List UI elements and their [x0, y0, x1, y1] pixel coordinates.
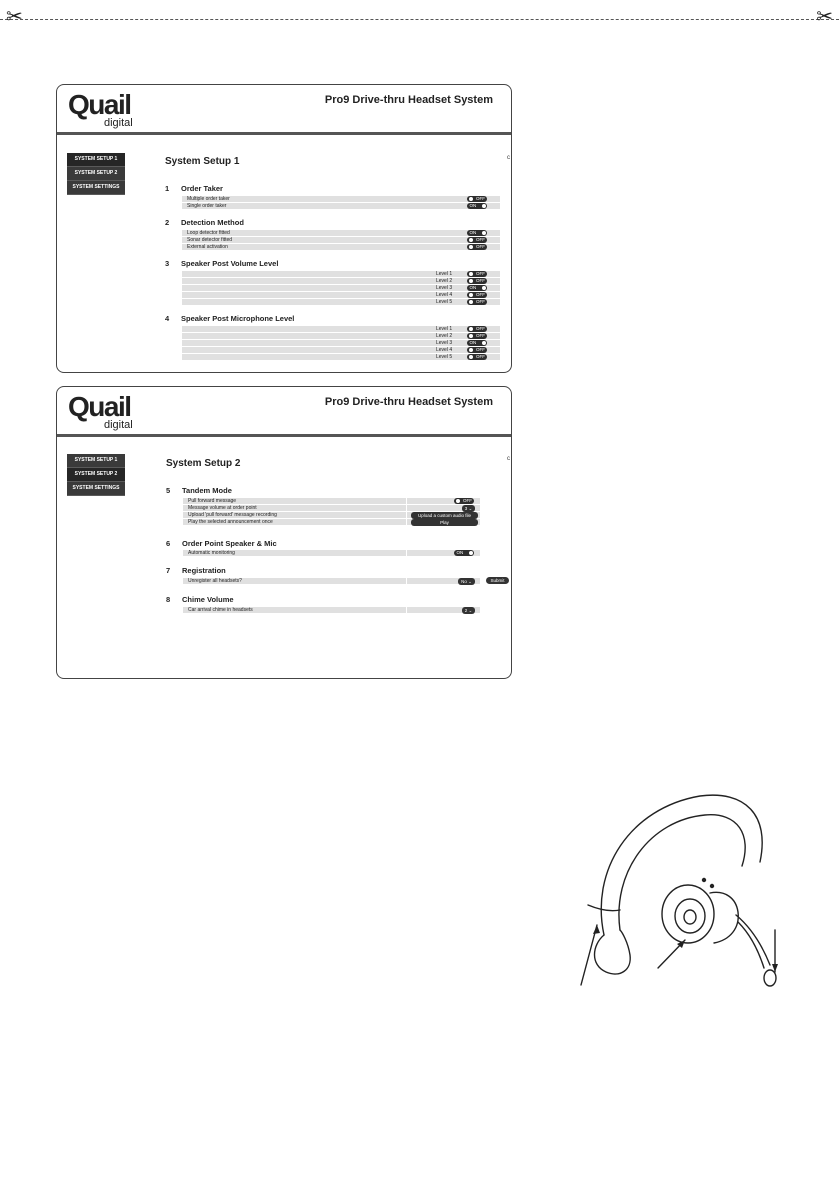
toggle-switch[interactable]: ON — [467, 285, 487, 291]
chime-select[interactable]: 2 ⌄ — [462, 607, 475, 614]
setting-row: Level 3 ON — [182, 285, 500, 291]
toggle-switch[interactable]: OFF — [467, 333, 487, 339]
speaker-housing — [662, 885, 714, 943]
setting-row: Level 2 OFF — [182, 333, 500, 339]
toggle-switch[interactable]: OFF — [467, 354, 487, 360]
section-tandem-mode: 5 Tandem Mode — [166, 486, 232, 495]
toggle-switch[interactable]: ON — [454, 550, 474, 556]
nav-system-setup-1[interactable]: SYSTEM SETUP 1 — [67, 153, 125, 167]
nav-system-setup-2[interactable]: SYSTEM SETUP 2 — [67, 468, 125, 482]
scissors-icon: ✂ — [816, 4, 833, 28]
toggle-switch[interactable]: ON — [467, 340, 487, 346]
section-registration: 7 Registration — [166, 566, 226, 575]
section-speaker-volume: 3 Speaker Post Volume Level — [165, 259, 279, 268]
nav-system-setup-2[interactable]: SYSTEM SETUP 2 — [67, 167, 125, 181]
toggle-switch[interactable]: OFF — [467, 237, 487, 243]
page-title: System Setup 2 — [166, 458, 241, 469]
mic-tip — [764, 970, 776, 986]
setting-row: Level 1 OFF — [182, 326, 500, 332]
setting-row: Sonar detector fitted OFF — [182, 237, 500, 243]
volume-select[interactable]: 3 ⌄ — [462, 505, 475, 512]
unregister-select[interactable]: No ⌄ — [458, 578, 475, 585]
logo-wordmark: Quail — [68, 89, 131, 120]
play-button[interactable]: Play — [411, 519, 478, 526]
toggle-switch[interactable]: OFF — [467, 271, 487, 277]
logo-wordmark: Quail — [68, 391, 131, 422]
logo-subtext: digital — [104, 117, 133, 129]
toggle-switch[interactable]: OFF — [467, 278, 487, 284]
edge-mark: c — [507, 155, 510, 161]
setting-row: Play the selected announcement once Play — [183, 519, 480, 525]
logo-subtext: digital — [104, 419, 133, 431]
setting-row: Loop detector fitted ON — [182, 230, 500, 236]
setting-row: Car arrival chime in headsets 2 ⌄ — [183, 607, 480, 613]
toggle-switch[interactable]: OFF — [467, 299, 487, 305]
submit-button[interactable]: Submit — [486, 577, 509, 584]
toggle-switch[interactable]: ON — [467, 203, 487, 209]
edge-mark: c — [507, 456, 510, 462]
toggle-switch[interactable]: OFF — [467, 347, 487, 353]
section-order-point: 6 Order Point Speaker & Mic — [166, 539, 277, 548]
setting-row: Level 2 OFF — [182, 278, 500, 284]
section-detection-method: 2 Detection Method — [165, 218, 244, 227]
nav-system-setup-1[interactable]: SYSTEM SETUP 1 — [67, 454, 125, 468]
setting-row: Unregister all headsets? No ⌄ — [183, 578, 480, 584]
toggle-switch[interactable]: ON — [467, 230, 487, 236]
toggle-switch[interactable]: OFF — [467, 326, 487, 332]
setting-row: Multiple order taker OFF — [182, 196, 500, 202]
section-chime-volume: 8 Chime Volume — [166, 595, 234, 604]
setting-row: Level 5 OFF — [182, 354, 500, 360]
nav-system-settings[interactable]: SYSTEM SETTINGS — [67, 181, 125, 195]
setting-row: Single order taker ON — [182, 203, 500, 209]
header-title: Pro9 Drive-thru Headset System — [324, 396, 493, 408]
scissors-icon: ✂ — [6, 4, 23, 28]
section-order-taker: 1 Order Taker — [165, 184, 223, 193]
ear-pad — [595, 930, 631, 974]
setting-row: Automatic monitoring ON — [183, 550, 480, 556]
toggle-switch[interactable]: OFF — [467, 196, 487, 202]
toggle-switch[interactable]: OFF — [467, 244, 487, 250]
setting-row: Level 4 OFF — [182, 292, 500, 298]
setting-row: Level 4 OFF — [182, 347, 500, 353]
header-title: Pro9 Drive-thru Headset System — [324, 94, 493, 106]
setting-row: Upload 'pull forward' message recording Upload a custom audio file — [183, 512, 480, 518]
setting-row: Level 3 ON — [182, 340, 500, 346]
toggle-switch[interactable]: OFF — [454, 498, 474, 504]
setting-row: Pull forward message OFF — [183, 498, 480, 504]
section-speaker-mic: 4 Speaker Post Microphone Level — [165, 314, 295, 323]
upload-audio-button[interactable]: Upload a custom audio file — [411, 512, 478, 519]
setting-row: Level 1 OFF — [182, 271, 500, 277]
nav-system-settings[interactable]: SYSTEM SETTINGS — [67, 482, 125, 496]
toggle-switch[interactable]: OFF — [467, 292, 487, 298]
setting-row: External activation OFF — [182, 244, 500, 250]
setting-row: Message volume at order point 3 ⌄ — [183, 505, 480, 511]
setting-row: Level 5 OFF — [182, 299, 500, 305]
page-title: System Setup 1 — [165, 156, 240, 167]
mic-boom — [736, 915, 770, 965]
